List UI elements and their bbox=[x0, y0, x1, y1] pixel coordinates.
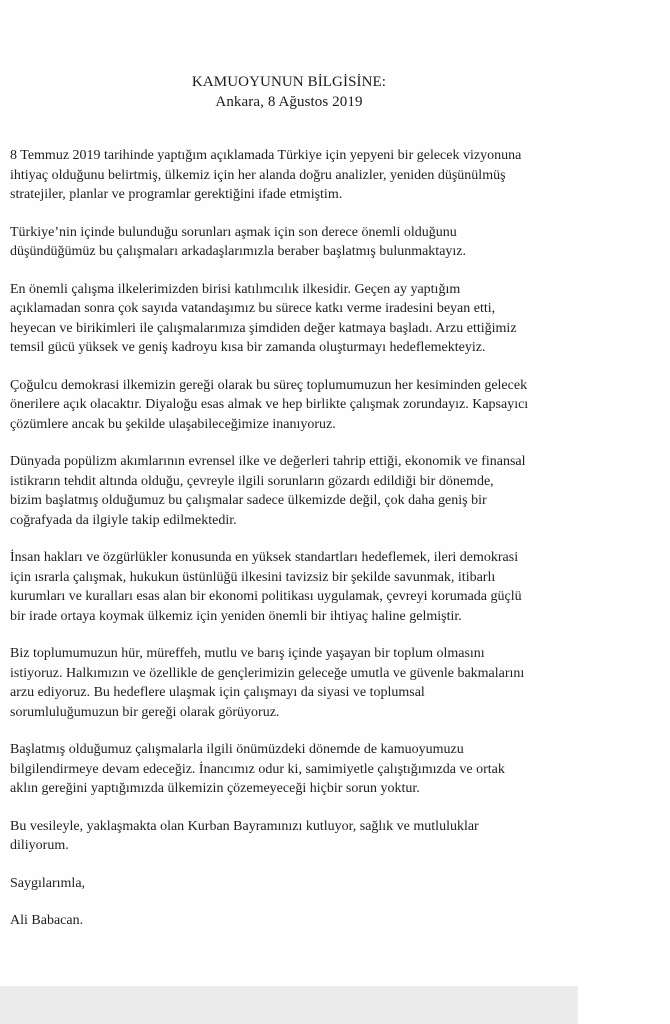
right-margin bbox=[578, 0, 670, 986]
text-line: arzu ediyoruz. Bu hedeflere ulaşmak için çalışmayı da siyasi ve toplumsal bbox=[10, 685, 425, 700]
text-line: Bu vesileyle, yaklaşmakta olan Kurban Bayramınızı kutluyor, sağlık ve mutluluklar bbox=[10, 818, 479, 834]
bottom-band bbox=[0, 986, 578, 1024]
text-line: Türkiye’nin içinde bulunduğu sorunları aşmak için son derece önemli olduğunu bbox=[10, 224, 457, 240]
text-line: sorumluluğumuzun bir gereği olarak görüyoruz. bbox=[10, 704, 280, 720]
paragraph bbox=[10, 146, 570, 205]
text-line: düşündüğümüz bu çalışmaları arkadaşlarımızla beraber başlatmış bulunmaktayız. bbox=[10, 244, 467, 259]
text-line: stratejiler, planlar ve programlar gerektiğini ifade etmiştim. bbox=[10, 187, 343, 202]
document-dateline: Ankara, 8 Ağustos 2019 bbox=[215, 94, 363, 110]
text-line: En önemli çalışma ilkelerimizden birisi katılımcılık ilkesidir. Geçen ay yaptığım bbox=[10, 281, 461, 297]
bottom-band-right bbox=[578, 986, 670, 1024]
paragraph bbox=[10, 452, 570, 530]
document-body bbox=[10, 146, 570, 949]
text-line: Çoğulcu demokrasi ilkemizin gereği olarak bu süreç toplumumuzun her kesiminden gelecek bbox=[10, 377, 528, 393]
paragraph bbox=[10, 874, 570, 894]
text-line: çözümlere ancak bu şekilde ulaşabileceğimize inanıyoruz. bbox=[10, 416, 336, 432]
text-line: İnsan hakları ve özgürlükler konusunda en yüksek standartları hedeflemek, ileri demokrasi bbox=[10, 550, 519, 565]
text-line: istikrarın tehdit altında olduğu, çevreyle ilgili sorunların gözardı edildiği bir dönemde, bbox=[10, 473, 494, 489]
paragraph bbox=[10, 223, 570, 262]
text-line: kurumları ve kuralları esas alan bir ekonomi politikası uygulamak, çevreyi korumada güçlü bbox=[10, 589, 522, 604]
text-line: 8 Temmuz 2019 tarihinde yaptığım açıklamada Türkiye için yepyeni bir gelecek vizyonuna bbox=[10, 148, 522, 163]
text-line: aklın gereğini yaptığımızda ülkemizin çözemeyeceği hiçbir sorun yoktur. bbox=[10, 781, 420, 796]
paragraph bbox=[10, 644, 570, 722]
text-line: Ali Babacan. bbox=[10, 913, 84, 928]
text-line: bir irade ortaya koymak ülkemiz için yeniden önemli bir ihtiyaç haline gelmiştir. bbox=[10, 608, 462, 624]
paragraph bbox=[10, 817, 570, 856]
text-line: bilgilendirmeye devam edeceğiz. İnancımız odur ki, samimiyetle çalıştığımızda ve ortak bbox=[10, 761, 505, 777]
document-title: KAMUOYUNUN BİLGİSİNE: bbox=[191, 74, 387, 90]
text-line: Dünyada popülizm akımlarının evrensel ilke ve değerleri tahrip ettiği, ekonomik ve finansal bbox=[10, 454, 526, 469]
text-line: önerilere açık olacaktır. Diyaloğu esas almak ve hep birlikte çalışmak zorundayız. Kapsayıcı bbox=[10, 397, 529, 412]
text-line: istiyoruz. Halkımızın ve özellikle de gençlerimizin geleceğe umutla ve güvenle bakmalarını bbox=[10, 665, 525, 681]
text-line: için ısrarla çalışmak, hukukun üstünlüğü ilkesini tavizsiz bir şekilde savunmak, itibarlı bbox=[10, 569, 496, 585]
text-line: Biz toplumumuzun hür, müreffeh, mutlu ve barış içinde yaşayan bir toplum olmasını bbox=[10, 646, 485, 661]
text-line: açıklamadan sonra çok sayıda vatandaşımız bu sürece katkı verme iradesini beyan etti, bbox=[10, 301, 496, 316]
text-line: Saygılarımla, bbox=[10, 875, 86, 891]
text-line: bizim başlatmış olduğumuz bu çalışmalar sadece ülkemizde değil, çok daha geniş bir bbox=[10, 493, 487, 508]
text-line: temsil gücü yüksek ve geniş kadroyu kısa bir zamanda oluşturmayı hedeflemekteyiz. bbox=[10, 340, 486, 355]
text-line: Başlatmış olduğumuz çalışmalarla ilgili önümüzdeki dönemde de kamuoyumuzu bbox=[10, 742, 464, 757]
text-line: diliyorum. bbox=[10, 838, 69, 853]
paragraph bbox=[10, 911, 570, 931]
paragraph bbox=[10, 740, 570, 799]
paragraph bbox=[10, 280, 570, 358]
paragraph bbox=[10, 548, 570, 626]
paragraph bbox=[10, 376, 570, 435]
text-line: coğrafyada da ilgiyle takip edilmektedir. bbox=[10, 512, 237, 528]
text-line: ihtiyaç olduğunu belirtmiş, ülkemiz için her alanda doğru analizler, yeniden düşünülmüş bbox=[10, 167, 506, 183]
document-heading bbox=[0, 72, 578, 112]
text-line: heyecan ve birikimleri ile çalışmalarımıza şimdiden değer katmaya başladı. Arzu ettiğimiz bbox=[10, 320, 517, 336]
